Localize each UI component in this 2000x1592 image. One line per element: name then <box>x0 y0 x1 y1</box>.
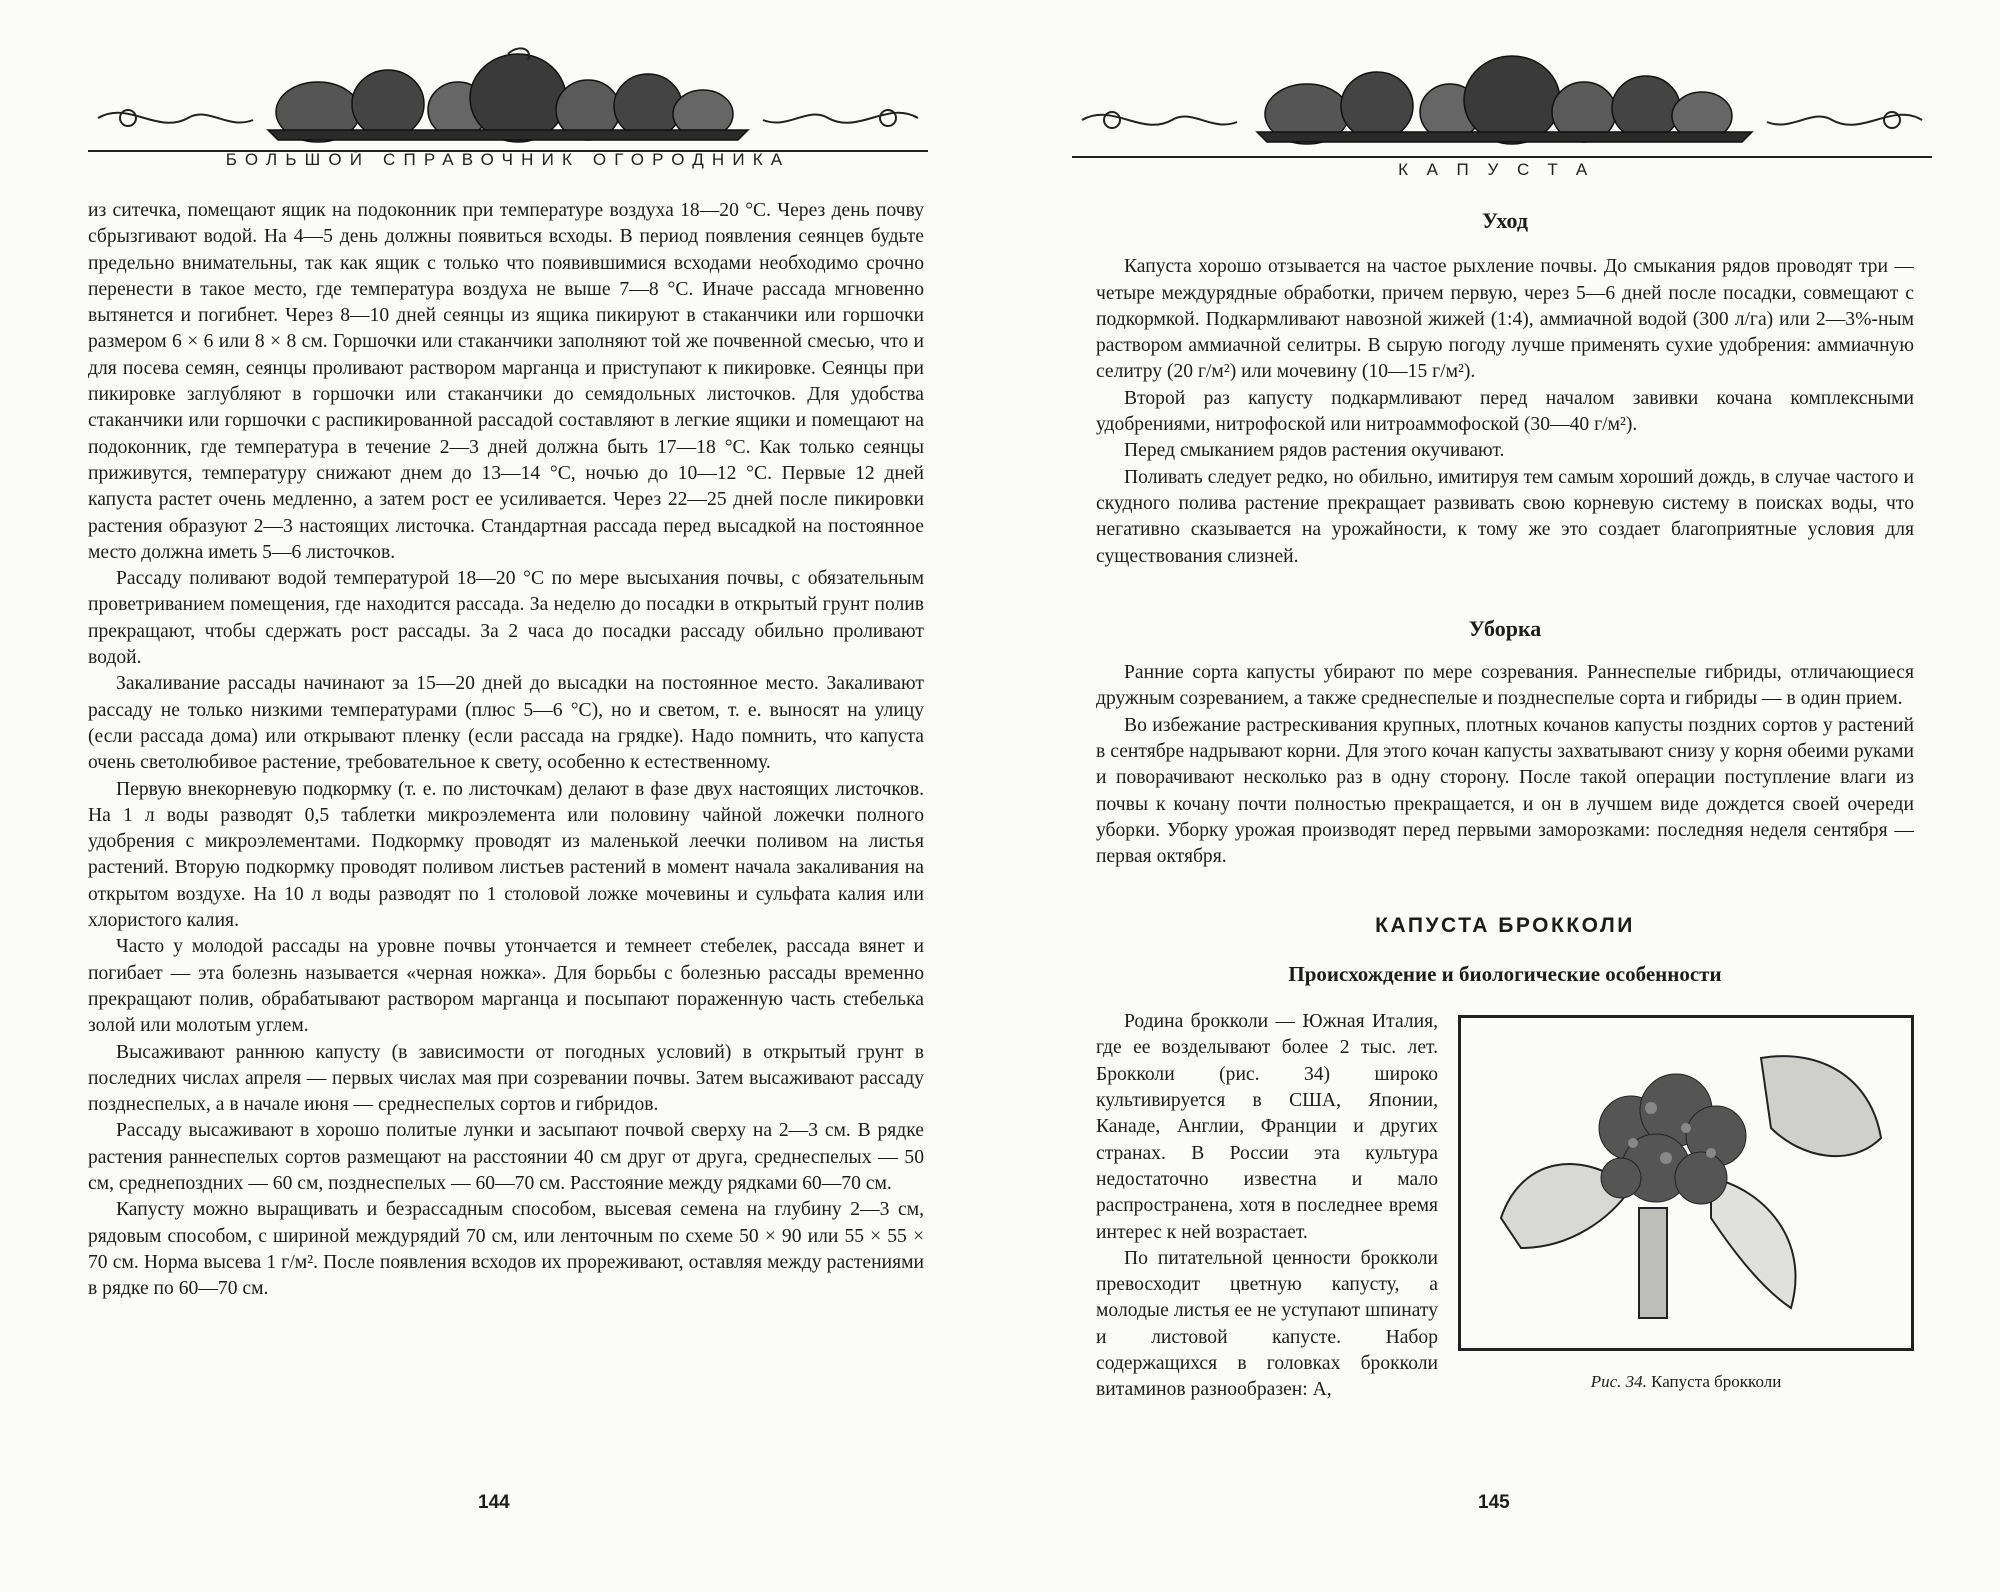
paragraph: Закаливание рассады начинают за 15—20 дней до высадки на постоянное место. Закаливают рассаду не только низкими температурами (плюс 5—6 °С), но и светом, т. е. выносят на улицу (если рассада дома) или открывают пленку (если рассада на грядке). Надо помнить, что капуста очень светолюбивое растение, требовательное к свету, особенно к естественному. <box>88 673 924 774</box>
paragraph: Капуста хорошо отзывается на частое рыхление почвы. До смыкания рядов проводят три — четыре междурядные обработки, причем первую, через 5—6 дней после посадки, совмещают с подкормкой. Подкармливают навозной жижей (1:4), аммиачной водой (300 л/га) или 2—3%-ным раствором аммиачной селитры. В сырую погоду лучше применять сухие удобрения: аммиачную селитру (20 г/м²) или мочевину (10—15 г/м²). <box>1096 256 1914 383</box>
right-text-column <box>1096 198 1914 1404</box>
paragraph: Родина брокколи — Южная Италия, где ее возделывают более 2 тыс. лет. Брокколи (рис. 34) широко культивируется в США, Японии, Канаде, Англии, Франции и других странах. В России эта культура недостаточно известна и мало распространена, хотя в последнее время интерес к ней возрастает. <box>1096 1011 1438 1243</box>
left-text-column <box>88 198 924 1302</box>
figure-frame <box>1458 1015 1914 1351</box>
paragraph: По питательной ценности брокколи превосходит цветную капусту, а молодые листья ее не уступают шпинату и листовой капусте. Набор содержащихся в головках брокколи витаминов разнообразен: А, <box>1096 1247 1438 1401</box>
broccoli-figure <box>1458 1015 1914 1395</box>
right-page <box>1000 0 2000 1592</box>
paragraph: Первую внекорневую подкормку (т. е. по листочкам) делают в фазе двух настоящих листочков. На 1 л воды разводят 0,5 таблетки микроэлемента или половину чайной ложечки полного удобрения с микроэлементами. Подкормку проводят из маленькой леечки поливом на листья растений. Вторую подкормку проводят поливом листьев растений в момент начала закаливания на открытом воздухе. На 10 л воды разводят по 1 столовой ложке мочевины и сульфата калия или хлористого калия. <box>88 778 924 932</box>
header-rule <box>1072 156 1932 158</box>
harvest-heading: Уборка <box>1468 615 1542 641</box>
figure-label: Рис. 34. <box>1590 1372 1647 1392</box>
broccoli-section-title: КАПУСТА БРОККОЛИ <box>1375 913 1635 937</box>
figure-caption <box>1458 1369 1914 1395</box>
paragraph: Второй раз капусту подкармливают перед началом завивки кочана комплексными удобрениями, нитрофоской или нитроаммофоской (30—40 г/м²). <box>1096 387 1914 436</box>
running-head: БОЛЬШОЙ СПРАВОЧНИК ОГОРОДНИКА <box>225 150 791 169</box>
paragraph: Капусту можно выращивать и безрассадным способом, высевая семена на глубину 2—3 см, рядовым способом, с шириной междурядий 70 см, или ленточным по схеме 50 × 90 или 55 × 55 × 70 см. Норма высева 1 г/м². После появления всходов их прореживают, оставляя между растениями в рядке по 60—70 см. <box>88 1199 924 1300</box>
broccoli-illustration <box>1461 1018 1911 1348</box>
paragraph: из ситечка, помещают ящик на подоконник при температуре воздуха 18—20 °С. Через день почву сбрызгивают водой. На 4—5 день должны появиться всходы. В период появления сеянцев будьте предельно внимательны, так как ящик с только что появившимися всходами необходимо срочно перенести в такое место, где температура воздуха не выше 7—8 °С. Иначе рассада мгновенно вытянется и погибнет. Через 8—10 дней сеянцы из ящика пикируют в стаканчики или горшочки размером 6 × 6 или 8 × 8 см. Горшочки или стаканчики заполняют той же почвенной смесью, что и для посева семян, сеянцы проливают раствором марганца и приступают к пикировке. Сеянцы при пикировке заглубляют в горшочки или стаканчики до семядольных листочков. Для удобства стаканчики или горшочки с распикированной рассадой составляют в легкие ящики и помещают на подоконник, где температура в течение 2—3 дней должна быть 17—18 °С. Как только сеянцы приживутся, температуру снижают днем до 13—14 °С, ночью до 10—12 °С. Первые 12 дней капуста растет очень медленно, а затем рост ее усиливается. Через 22—25 дней после пикировки растения образуют 2—3 настоящих листочка. Стандартная рассада перед высадкой на постоянное место должна иметь 5—6 листочков. <box>88 200 924 563</box>
paragraph: Рассаду поливают водой температурой 18—20 °С по мере высыхания почвы, с обязательным проветриванием помещения, где находится рассада. За неделю до посадки в открытый грунт полив прекращают, чтобы сдержать рост рассады. За 2 часа до посадки рассаду обильно проливают водой. <box>88 568 924 669</box>
figure-caption-text: Капуста брокколи <box>1651 1372 1782 1392</box>
page-number: 145 <box>1478 1492 1510 1513</box>
paragraph: Рассаду высаживают в хорошо политые лунки и засыпают почвой сверху на 2—3 см. В рядке растения раннеспелых сортов размещают на расстоянии 40 см друг от друга, среднеспелых — 50 см, среднепоздних — 60 см, позднеспелых — 60—70 см. Расстояние между рядками 60—70 см. <box>88 1120 924 1194</box>
paragraph: Часто у молодой рассады на уровне почвы утончается и темнеет стебелек, рассада вянет и погибает — эта болезнь называется «черная ножка». Для борьбы с болезнью рассады временно прекращают полив, обрабатывают раствором марганца и посыпают пораженную часть стебелька золой или молотым углем. <box>88 936 924 1037</box>
running-head: КАПУСТА <box>1398 160 1606 179</box>
vegetable-ornament-illustration <box>88 40 928 150</box>
paragraph: Ранние сорта капусты убирают по мере созревания. Раннеспелые гибриды, отличающиеся дружным созреванием, а также среднеспелые и позднеспелые сорта и гибриды — в один прием. <box>1096 662 1914 710</box>
broccoli-subtitle: Происхождение и биологические особенности <box>1288 961 1722 986</box>
paragraph: Поливать следует редко, но обильно, имитируя тем самым хороший дождь, в случае частого и скудного полива растение прекращает развивать свою корневую систему в поисках воды, что негативно сказывается на урожайности, к тому же это создает благоприятные условия для существования слизней. <box>1096 466 1914 567</box>
vegetable-ornament-illustration <box>1072 40 1932 150</box>
paragraph: Во избежание растрескивания крупных, плотных кочанов капусты поздних сортов у растений в сентябре надрывают корни. Для этого кочан капусты захватывают снизу у корня обеими руками и поворачивают несколько раз в одну сторону. После такой операции поступление влаги из почвы к кочану почти полностью прекращается, и он в лучшем виде дождется своей очереди уборки. Уборку урожая производят перед первыми заморозками: последняя неделя сентября — первая октября. <box>1096 714 1914 868</box>
care-heading: Уход <box>1482 208 1528 233</box>
page-number: 144 <box>478 1492 510 1513</box>
paragraph: Перед смыканием рядов растения окучивают. <box>1124 440 1505 462</box>
paragraph: Высаживают раннюю капусту (в зависимости от погодных условий) в открытый грунт в последних числах апреля — первых числах мая при созревании почвы. Затем высаживают рассаду позднеспелых, а в начале июня — среднеспелых сортов и гибридов. <box>88 1041 924 1116</box>
